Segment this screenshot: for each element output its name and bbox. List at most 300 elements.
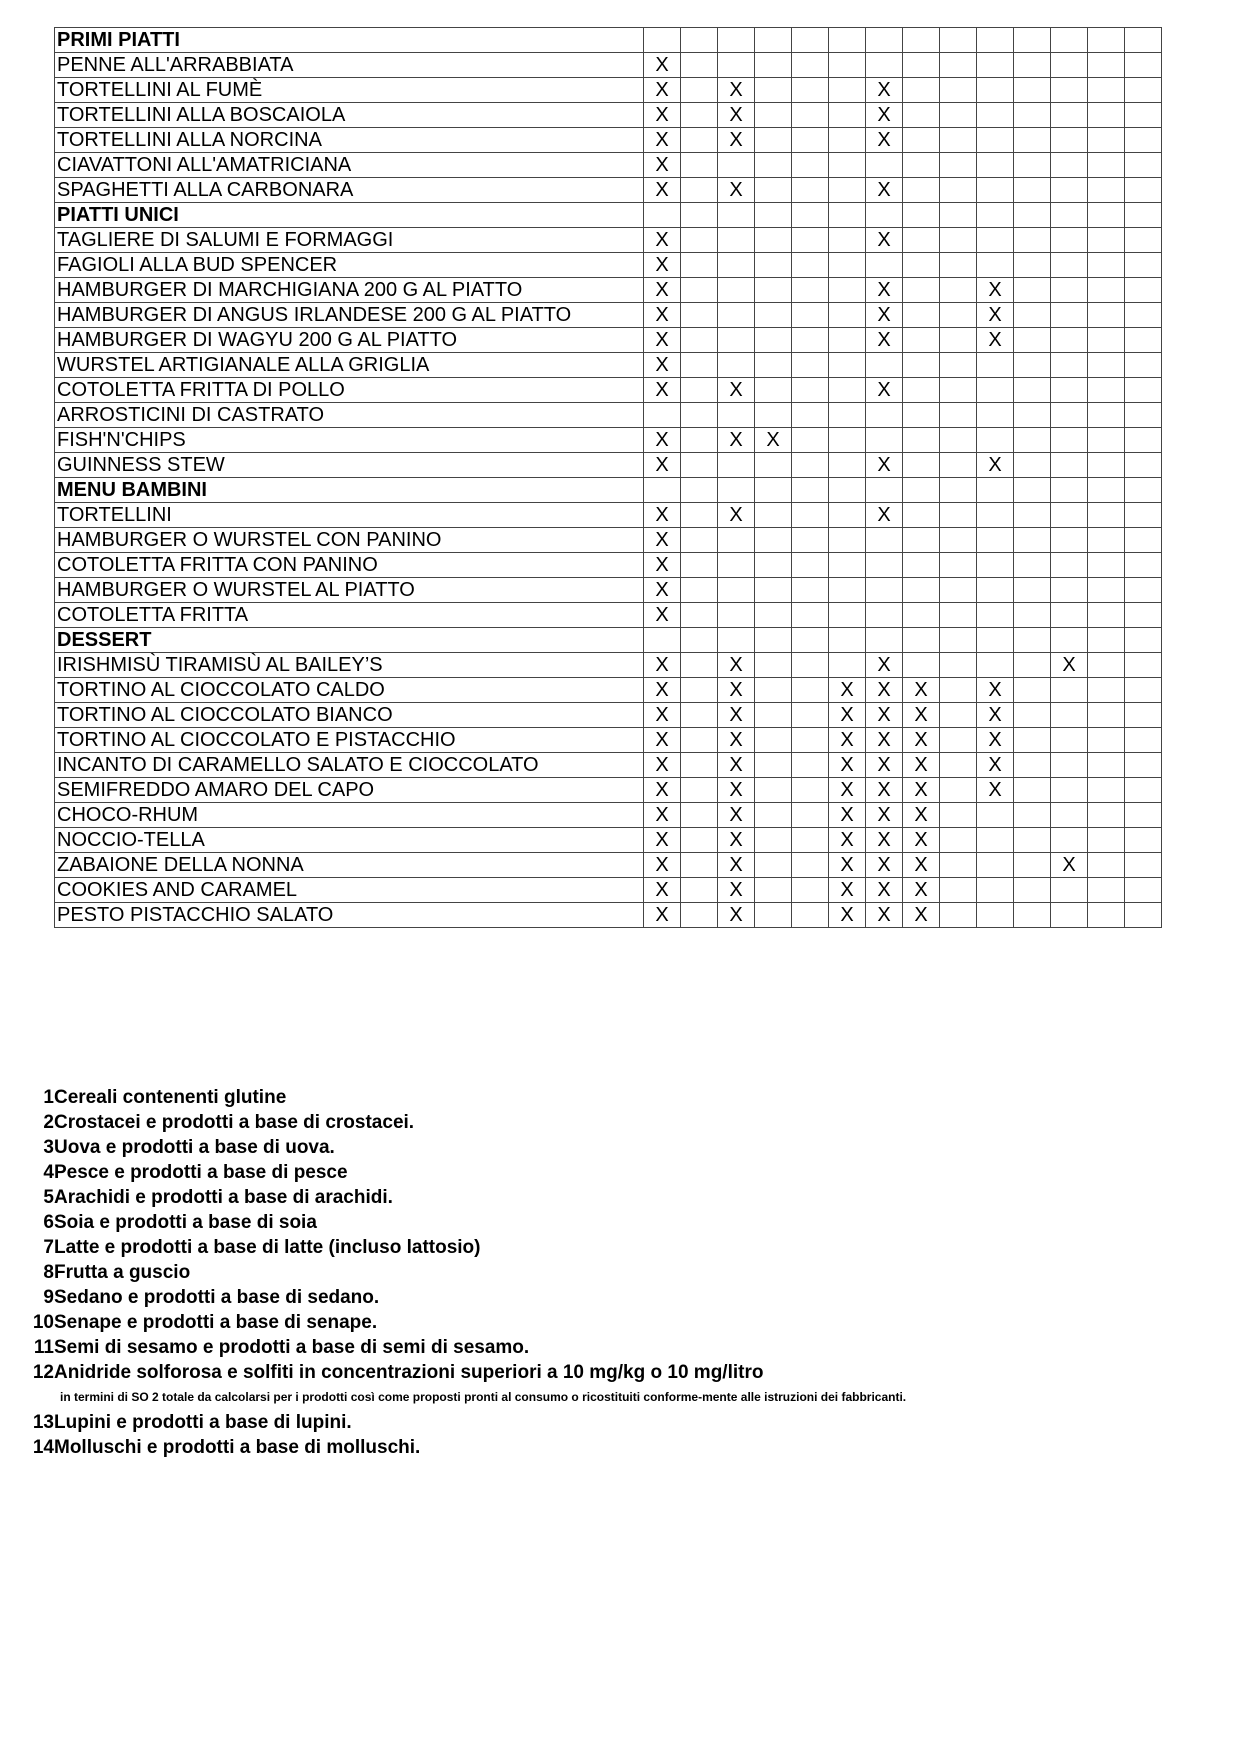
empty-cell bbox=[1051, 303, 1088, 328]
empty-cell bbox=[977, 428, 1014, 453]
empty-cell bbox=[718, 328, 755, 353]
empty-cell bbox=[718, 603, 755, 628]
allergen-mark: X bbox=[644, 103, 681, 128]
empty-cell bbox=[1051, 278, 1088, 303]
allergen-mark: X bbox=[977, 303, 1014, 328]
empty-cell bbox=[1014, 353, 1051, 378]
empty-cell bbox=[1088, 253, 1125, 278]
empty-cell bbox=[1014, 178, 1051, 203]
empty-cell bbox=[755, 478, 792, 503]
empty-cell bbox=[681, 728, 718, 753]
empty-cell bbox=[1014, 503, 1051, 528]
empty-cell bbox=[792, 678, 829, 703]
empty-cell bbox=[1014, 328, 1051, 353]
dish-name: CHOCO-RHUM bbox=[55, 803, 644, 828]
allergen-mark: X bbox=[829, 703, 866, 728]
empty-cell bbox=[1125, 828, 1162, 853]
empty-cell bbox=[1125, 28, 1162, 53]
empty-cell bbox=[1014, 303, 1051, 328]
empty-cell bbox=[1125, 153, 1162, 178]
empty-cell bbox=[940, 528, 977, 553]
empty-cell bbox=[1088, 428, 1125, 453]
legend-number: 1 bbox=[43, 1087, 54, 1108]
allergen-mark: X bbox=[977, 728, 1014, 753]
empty-cell bbox=[681, 828, 718, 853]
allergen-mark: X bbox=[644, 828, 681, 853]
empty-cell bbox=[903, 528, 940, 553]
allergen-mark: X bbox=[718, 878, 755, 903]
dish-name: HAMBURGER DI MARCHIGIANA 200 G AL PIATTO bbox=[55, 278, 644, 303]
table-row bbox=[55, 278, 1162, 303]
table-row bbox=[55, 128, 1162, 153]
empty-cell bbox=[1125, 628, 1162, 653]
empty-cell bbox=[755, 403, 792, 428]
legend-text: Soia e prodotti a base di soia bbox=[54, 1212, 317, 1233]
dish-name: ARROSTICINI DI CASTRATO bbox=[55, 403, 644, 428]
table-row bbox=[55, 678, 1162, 703]
table-row bbox=[55, 228, 1162, 253]
empty-cell bbox=[940, 53, 977, 78]
empty-cell bbox=[1125, 128, 1162, 153]
allergen-legend bbox=[28, 1085, 906, 1460]
empty-cell bbox=[1051, 678, 1088, 703]
legend-number: 12 bbox=[32, 1362, 54, 1383]
legend-number: 10 bbox=[32, 1312, 54, 1333]
legend-number: 14 bbox=[32, 1437, 54, 1458]
empty-cell bbox=[755, 553, 792, 578]
empty-cell bbox=[681, 78, 718, 103]
legend-text: Latte e prodotti a base di latte (incluso lattosio) bbox=[54, 1237, 481, 1258]
legend-number: 4 bbox=[43, 1162, 54, 1183]
legend-text: Uova e prodotti a base di uova. bbox=[54, 1137, 335, 1158]
empty-cell bbox=[829, 578, 866, 603]
empty-cell bbox=[866, 353, 903, 378]
empty-cell bbox=[755, 78, 792, 103]
empty-cell bbox=[1125, 78, 1162, 103]
empty-cell bbox=[1088, 228, 1125, 253]
empty-cell bbox=[681, 578, 718, 603]
empty-cell bbox=[792, 628, 829, 653]
empty-cell bbox=[792, 503, 829, 528]
empty-cell bbox=[829, 103, 866, 128]
empty-cell bbox=[940, 203, 977, 228]
empty-cell bbox=[1088, 528, 1125, 553]
empty-cell bbox=[792, 578, 829, 603]
empty-cell bbox=[792, 753, 829, 778]
allergen-mark: X bbox=[644, 753, 681, 778]
empty-cell bbox=[829, 453, 866, 478]
empty-cell bbox=[940, 878, 977, 903]
empty-cell bbox=[681, 28, 718, 53]
dish-name: WURSTEL ARTIGIANALE ALLA GRIGLIA bbox=[55, 353, 644, 378]
empty-cell bbox=[755, 778, 792, 803]
empty-cell bbox=[1125, 678, 1162, 703]
empty-cell bbox=[1125, 503, 1162, 528]
empty-cell bbox=[1125, 653, 1162, 678]
empty-cell bbox=[718, 578, 755, 603]
allergen-mark: X bbox=[866, 303, 903, 328]
empty-cell bbox=[977, 853, 1014, 878]
empty-cell bbox=[903, 128, 940, 153]
empty-cell bbox=[1125, 203, 1162, 228]
empty-cell bbox=[829, 378, 866, 403]
legend-number: 7 bbox=[43, 1237, 54, 1258]
empty-cell bbox=[940, 603, 977, 628]
dish-name: HAMBURGER DI WAGYU 200 G AL PIATTO bbox=[55, 328, 644, 353]
empty-cell bbox=[755, 653, 792, 678]
empty-cell bbox=[940, 628, 977, 653]
empty-cell bbox=[718, 528, 755, 553]
empty-cell bbox=[792, 453, 829, 478]
allergen-mark: X bbox=[644, 353, 681, 378]
empty-cell bbox=[681, 703, 718, 728]
empty-cell bbox=[1051, 178, 1088, 203]
empty-cell bbox=[940, 178, 977, 203]
empty-cell bbox=[940, 578, 977, 603]
allergen-mark: X bbox=[977, 703, 1014, 728]
legend-item bbox=[28, 1435, 906, 1460]
empty-cell bbox=[755, 303, 792, 328]
allergen-mark: X bbox=[644, 553, 681, 578]
legend-text: Anidride solforosa e solfiti in concentrazioni superiori a 10 mg/kg o 10 mg/litro bbox=[54, 1362, 764, 1383]
empty-cell bbox=[1014, 528, 1051, 553]
allergen-mark: X bbox=[866, 128, 903, 153]
empty-cell bbox=[792, 478, 829, 503]
legend-text: Frutta a guscio bbox=[54, 1262, 191, 1283]
empty-cell bbox=[718, 553, 755, 578]
empty-cell bbox=[755, 878, 792, 903]
empty-cell bbox=[755, 153, 792, 178]
allergen-mark: X bbox=[644, 253, 681, 278]
empty-cell bbox=[977, 603, 1014, 628]
legend-number: 6 bbox=[43, 1212, 54, 1233]
allergen-mark: X bbox=[829, 903, 866, 928]
empty-cell bbox=[718, 303, 755, 328]
allergen-mark: X bbox=[644, 778, 681, 803]
empty-cell bbox=[829, 203, 866, 228]
legend-number: 5 bbox=[43, 1187, 54, 1208]
empty-cell bbox=[1088, 603, 1125, 628]
empty-cell bbox=[829, 303, 866, 328]
allergen-mark: X bbox=[903, 803, 940, 828]
empty-cell bbox=[681, 128, 718, 153]
empty-cell bbox=[1051, 703, 1088, 728]
table-row bbox=[55, 578, 1162, 603]
empty-cell bbox=[903, 578, 940, 603]
dish-name: COOKIES AND CARAMEL bbox=[55, 878, 644, 903]
allergen-mark: X bbox=[866, 78, 903, 103]
legend-item bbox=[28, 1335, 906, 1360]
allergen-mark: X bbox=[903, 778, 940, 803]
empty-cell bbox=[1125, 528, 1162, 553]
allergen-mark: X bbox=[866, 753, 903, 778]
empty-cell bbox=[792, 253, 829, 278]
empty-cell bbox=[940, 703, 977, 728]
empty-cell bbox=[903, 403, 940, 428]
dish-name: TORTINO AL CIOCCOLATO E PISTACCHIO bbox=[55, 728, 644, 753]
empty-cell bbox=[940, 428, 977, 453]
empty-cell bbox=[940, 103, 977, 128]
table-row bbox=[55, 378, 1162, 403]
empty-cell bbox=[755, 603, 792, 628]
empty-cell bbox=[755, 678, 792, 703]
empty-cell bbox=[977, 228, 1014, 253]
dish-name: TORTELLINI ALLA NORCINA bbox=[55, 128, 644, 153]
empty-cell bbox=[866, 603, 903, 628]
empty-cell bbox=[903, 53, 940, 78]
empty-cell bbox=[718, 53, 755, 78]
empty-cell bbox=[755, 903, 792, 928]
allergen-mark: X bbox=[644, 728, 681, 753]
allergen-mark: X bbox=[866, 378, 903, 403]
empty-cell bbox=[1051, 528, 1088, 553]
empty-cell bbox=[681, 778, 718, 803]
allergen-mark: X bbox=[977, 453, 1014, 478]
empty-cell bbox=[681, 203, 718, 228]
table-row bbox=[55, 303, 1162, 328]
empty-cell bbox=[866, 28, 903, 53]
empty-cell bbox=[940, 253, 977, 278]
empty-cell bbox=[681, 253, 718, 278]
empty-cell bbox=[977, 378, 1014, 403]
empty-cell bbox=[1088, 903, 1125, 928]
allergen-mark: X bbox=[866, 828, 903, 853]
empty-cell bbox=[681, 628, 718, 653]
empty-cell bbox=[1088, 178, 1125, 203]
empty-cell bbox=[681, 53, 718, 78]
empty-cell bbox=[903, 353, 940, 378]
empty-cell bbox=[755, 753, 792, 778]
empty-cell bbox=[755, 803, 792, 828]
empty-cell bbox=[1014, 378, 1051, 403]
empty-cell bbox=[1125, 378, 1162, 403]
legend-text: Senape e prodotti a base di senape. bbox=[54, 1312, 378, 1333]
empty-cell bbox=[829, 28, 866, 53]
allergen-mark: X bbox=[866, 853, 903, 878]
empty-cell bbox=[718, 253, 755, 278]
table-row bbox=[55, 753, 1162, 778]
empty-cell bbox=[940, 378, 977, 403]
empty-cell bbox=[1125, 753, 1162, 778]
allergen-mark: X bbox=[718, 828, 755, 853]
legend-item bbox=[28, 1285, 906, 1310]
empty-cell bbox=[644, 478, 681, 503]
dish-name: IRISHMISÙ TIRAMISÙ AL BAILEY’S bbox=[55, 653, 644, 678]
table-row bbox=[55, 328, 1162, 353]
empty-cell bbox=[792, 153, 829, 178]
empty-cell bbox=[1088, 103, 1125, 128]
empty-cell bbox=[681, 753, 718, 778]
legend-item bbox=[28, 1110, 906, 1135]
empty-cell bbox=[1014, 403, 1051, 428]
allergen-mark: X bbox=[718, 503, 755, 528]
empty-cell bbox=[1014, 678, 1051, 703]
empty-cell bbox=[903, 428, 940, 453]
allergen-mark: X bbox=[644, 703, 681, 728]
allergen-mark: X bbox=[644, 53, 681, 78]
dish-name: TORTINO AL CIOCCOLATO BIANCO bbox=[55, 703, 644, 728]
empty-cell bbox=[1088, 128, 1125, 153]
dish-name: COTOLETTA FRITTA DI POLLO bbox=[55, 378, 644, 403]
empty-cell bbox=[903, 78, 940, 103]
empty-cell bbox=[940, 353, 977, 378]
legend-item bbox=[28, 1185, 906, 1210]
empty-cell bbox=[755, 253, 792, 278]
empty-cell bbox=[977, 203, 1014, 228]
allergen-mark: X bbox=[903, 703, 940, 728]
empty-cell bbox=[792, 28, 829, 53]
table-row bbox=[55, 728, 1162, 753]
empty-cell bbox=[1051, 903, 1088, 928]
empty-cell bbox=[829, 628, 866, 653]
empty-cell bbox=[1125, 703, 1162, 728]
dish-name: ZABAIONE DELLA NONNA bbox=[55, 853, 644, 878]
empty-cell bbox=[866, 253, 903, 278]
empty-cell bbox=[1014, 728, 1051, 753]
empty-cell bbox=[755, 828, 792, 853]
dish-name: COTOLETTA FRITTA CON PANINO bbox=[55, 553, 644, 578]
empty-cell bbox=[1051, 778, 1088, 803]
allergen-mark: X bbox=[977, 753, 1014, 778]
empty-cell bbox=[1088, 53, 1125, 78]
empty-cell bbox=[940, 328, 977, 353]
empty-cell bbox=[1125, 278, 1162, 303]
empty-cell bbox=[681, 428, 718, 453]
empty-cell bbox=[718, 478, 755, 503]
allergen-mark: X bbox=[866, 703, 903, 728]
empty-cell bbox=[866, 578, 903, 603]
empty-cell bbox=[1014, 903, 1051, 928]
empty-cell bbox=[866, 553, 903, 578]
empty-cell bbox=[681, 503, 718, 528]
empty-cell bbox=[977, 153, 1014, 178]
empty-cell bbox=[1051, 78, 1088, 103]
allergen-mark: X bbox=[829, 828, 866, 853]
empty-cell bbox=[1014, 628, 1051, 653]
empty-cell bbox=[829, 253, 866, 278]
allergen-mark: X bbox=[644, 378, 681, 403]
empty-cell bbox=[681, 553, 718, 578]
allergen-mark: X bbox=[866, 878, 903, 903]
allergen-mark: X bbox=[718, 853, 755, 878]
allergen-mark: X bbox=[866, 728, 903, 753]
empty-cell bbox=[792, 328, 829, 353]
allergen-mark: X bbox=[644, 853, 681, 878]
dish-name: TORTELLINI bbox=[55, 503, 644, 528]
allergen-mark: X bbox=[866, 103, 903, 128]
empty-cell bbox=[940, 653, 977, 678]
legend-text: Cereali contenenti glutine bbox=[54, 1087, 287, 1108]
allergen-mark: X bbox=[866, 453, 903, 478]
empty-cell bbox=[866, 153, 903, 178]
empty-cell bbox=[829, 503, 866, 528]
dish-name: HAMBURGER DI ANGUS IRLANDESE 200 G AL PIATTO bbox=[55, 303, 644, 328]
empty-cell bbox=[903, 103, 940, 128]
allergen-mark: X bbox=[644, 78, 681, 103]
empty-cell bbox=[1051, 253, 1088, 278]
empty-cell bbox=[792, 353, 829, 378]
allergen-table bbox=[54, 27, 1162, 928]
allergen-mark: X bbox=[903, 678, 940, 703]
empty-cell bbox=[977, 178, 1014, 203]
empty-cell bbox=[755, 128, 792, 153]
empty-cell bbox=[681, 678, 718, 703]
empty-cell bbox=[1125, 428, 1162, 453]
legend-item bbox=[28, 1310, 906, 1335]
empty-cell bbox=[1088, 553, 1125, 578]
empty-cell bbox=[1014, 53, 1051, 78]
empty-cell bbox=[977, 103, 1014, 128]
empty-cell bbox=[1014, 753, 1051, 778]
allergen-mark: X bbox=[866, 903, 903, 928]
allergen-mark: X bbox=[829, 878, 866, 903]
allergen-mark: X bbox=[644, 453, 681, 478]
empty-cell bbox=[1125, 903, 1162, 928]
empty-cell bbox=[1051, 878, 1088, 903]
empty-cell bbox=[681, 853, 718, 878]
table-row bbox=[55, 703, 1162, 728]
empty-cell bbox=[1051, 203, 1088, 228]
table-row bbox=[55, 853, 1162, 878]
empty-cell bbox=[1051, 103, 1088, 128]
legend-text: Pesce e prodotti a base di pesce bbox=[54, 1162, 348, 1183]
empty-cell bbox=[1014, 103, 1051, 128]
table-row bbox=[55, 53, 1162, 78]
allergen-mark: X bbox=[866, 278, 903, 303]
empty-cell bbox=[1125, 103, 1162, 128]
empty-cell bbox=[1125, 53, 1162, 78]
section-title: PIATTI UNICI bbox=[55, 203, 644, 228]
empty-cell bbox=[977, 403, 1014, 428]
table-row bbox=[55, 403, 1162, 428]
table-row bbox=[55, 253, 1162, 278]
empty-cell bbox=[792, 528, 829, 553]
empty-cell bbox=[792, 653, 829, 678]
allergen-mark: X bbox=[718, 678, 755, 703]
empty-cell bbox=[829, 553, 866, 578]
empty-cell bbox=[681, 903, 718, 928]
empty-cell bbox=[792, 178, 829, 203]
empty-cell bbox=[1088, 478, 1125, 503]
allergen-mark: X bbox=[644, 178, 681, 203]
table-row bbox=[55, 828, 1162, 853]
empty-cell bbox=[940, 153, 977, 178]
allergen-mark: X bbox=[644, 303, 681, 328]
empty-cell bbox=[681, 878, 718, 903]
dish-name: INCANTO DI CARAMELLO SALATO E CIOCCOLATO bbox=[55, 753, 644, 778]
empty-cell bbox=[1088, 378, 1125, 403]
empty-cell bbox=[792, 728, 829, 753]
legend-text: Semi di sesamo e prodotti a base di semi di sesamo. bbox=[54, 1337, 530, 1358]
legend-number: 2 bbox=[43, 1112, 54, 1133]
allergen-mark: X bbox=[718, 103, 755, 128]
allergen-mark: X bbox=[718, 703, 755, 728]
legend-item bbox=[28, 1210, 906, 1235]
empty-cell bbox=[792, 828, 829, 853]
empty-cell bbox=[1051, 803, 1088, 828]
empty-cell bbox=[792, 703, 829, 728]
allergen-mark: X bbox=[866, 178, 903, 203]
empty-cell bbox=[1125, 878, 1162, 903]
empty-cell bbox=[1088, 628, 1125, 653]
empty-cell bbox=[940, 28, 977, 53]
empty-cell bbox=[829, 428, 866, 453]
allergen-mark: X bbox=[644, 503, 681, 528]
legend-note: in termini di SO 2 totale da calcolarsi per i prodotti così come proposti pronti al consumo o ricostituiti conforme-mente alle istruzioni dei fabbricanti. bbox=[60, 1390, 907, 1404]
empty-cell bbox=[755, 28, 792, 53]
empty-cell bbox=[792, 553, 829, 578]
empty-cell bbox=[1125, 803, 1162, 828]
